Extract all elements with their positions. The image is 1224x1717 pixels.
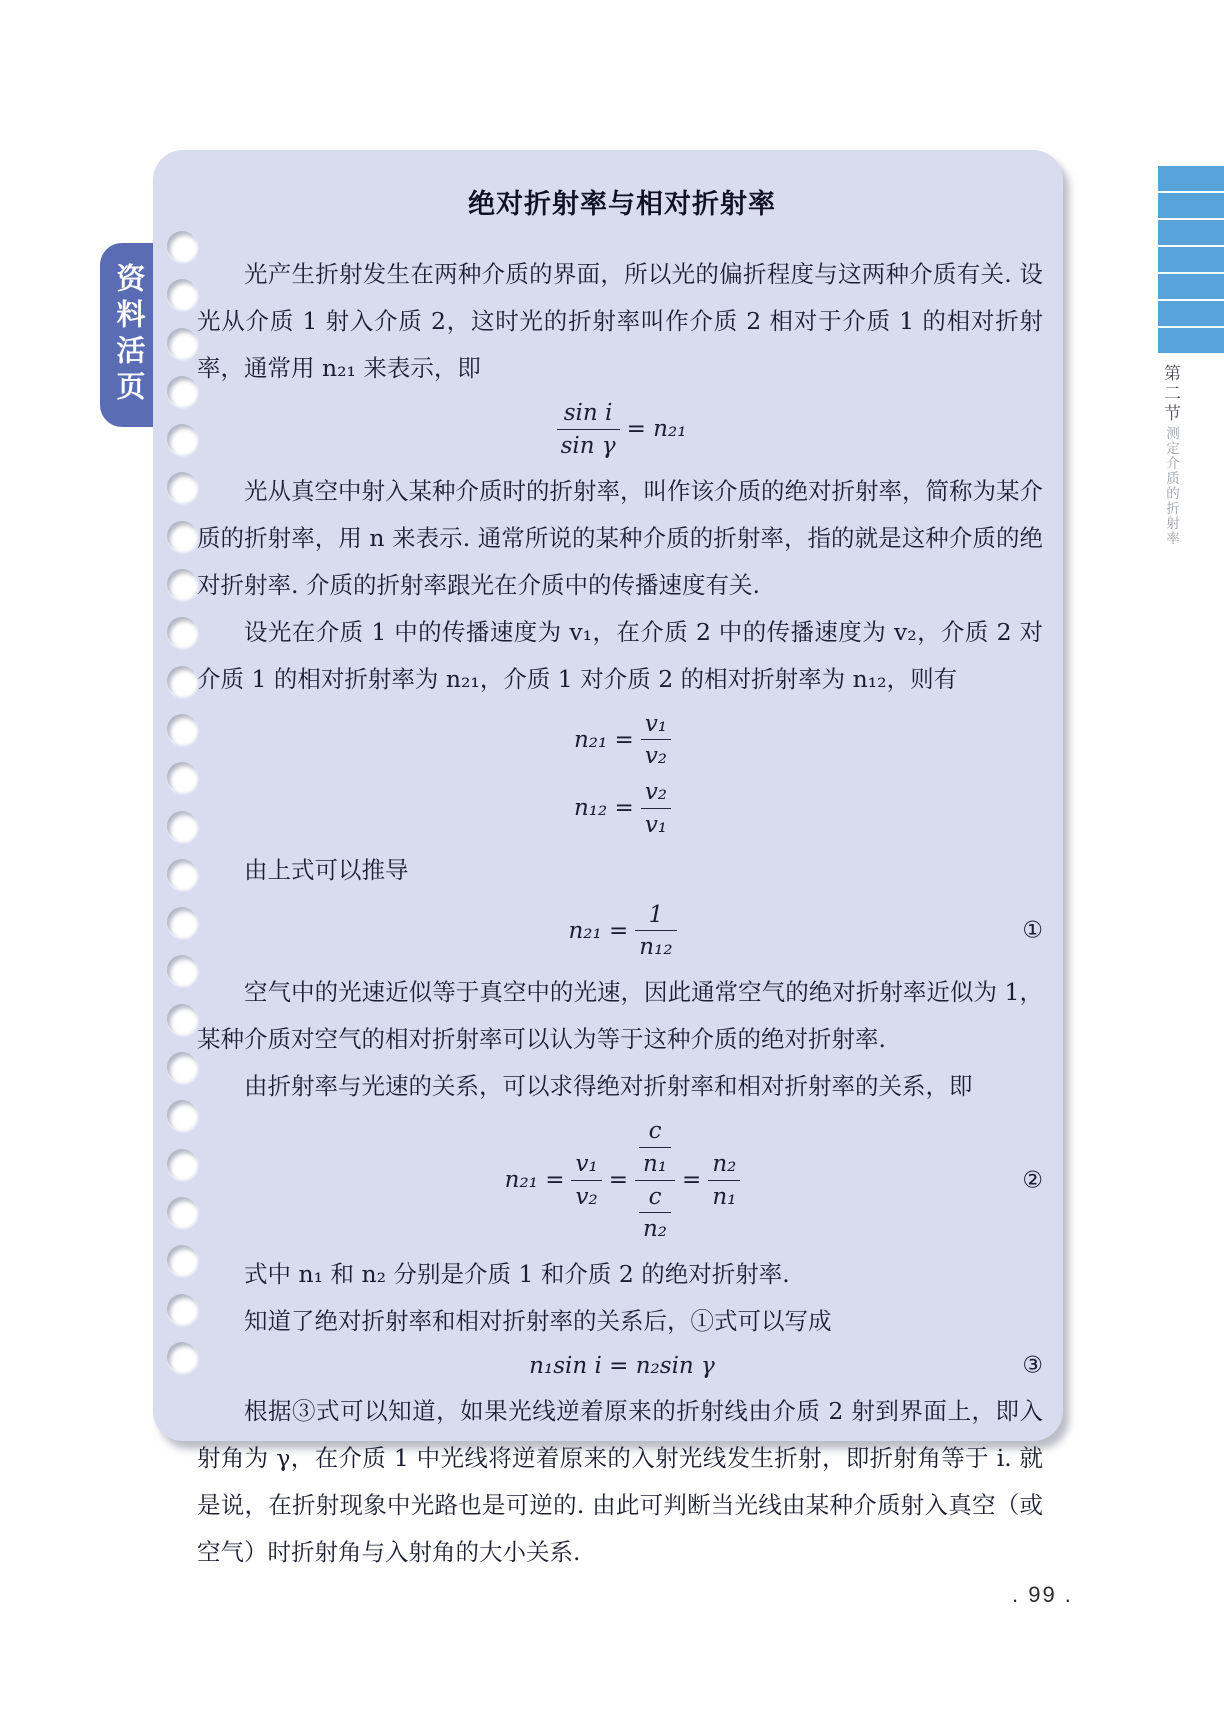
equation-number-3: ③ <box>1022 1353 1043 1379</box>
binder-hole-icon <box>167 472 197 502</box>
formula-n12-speed: n₁₂ = $\frac{\text{v₂}}{\text{v₁}}$ <box>197 778 1047 840</box>
binder-hole-icon <box>167 1004 197 1034</box>
nested-fraction <box>635 1117 675 1244</box>
fraction: $\frac{\text{v₂}}{\text{v₁}}$ <box>641 778 671 840</box>
content-panel <box>153 150 1063 1566</box>
stripe-decoration <box>1158 247 1224 272</box>
stripe-decoration <box>1158 220 1224 245</box>
binder-hole-icon <box>167 1245 197 1275</box>
fraction: $\frac{\text{v₁}}{\text{v₂}}$ <box>641 710 671 772</box>
paragraph-7: 式中 n₁ 和 n₂ 分别是介质 1 和介质 2 的绝对折射率. <box>244 1260 790 1288</box>
paragraph-3: 设光在介质 1 中的传播速度为 v₁，在介质 2 中的传播速度为 v₂，介质 2 对介质 1 的相对折射率为 n₂₁，介质 1 对介质 2 的相对折射率为 n₁₂，则有 <box>197 617 1043 693</box>
equation-number-1: ① <box>1022 917 1043 944</box>
paragraph-1: 光产生折射发生在两种介质的界面，所以光的偏折程度与这两种介质有关. 设光从介质 1 射入介质 2，这时光的折射率叫作介质 2 相对于介质 1 的相对折射率，通常用 n₂₁ 来表示，即 <box>197 260 1043 382</box>
tab-label: 资料活页 <box>112 263 145 407</box>
binder-hole-icon <box>167 376 197 406</box>
binder-holes <box>167 231 197 1372</box>
binder-hole-icon <box>167 1197 197 1227</box>
binder-hole-icon <box>167 859 197 889</box>
equation-number-2: ② <box>1022 1167 1043 1194</box>
formula-2-absolute-relative: n₂₁ = $\frac{\text{v₁}}{\text{v₂}}$ = $\frac{\frac{c}{\text{n₁}}}{\frac{c}{\text{n₂}}}$ = $\frac{\text{n₂}}{\text{n₁}}$ ② <box>504 1118 1043 1243</box>
panel-content <box>197 182 1047 1576</box>
binder-hole-icon <box>167 1100 197 1130</box>
paragraph-8: 知道了绝对折射率和相对折射率的关系后，①式可以写成 <box>244 1307 832 1335</box>
formula-n21-speed: n₂₁ = $\frac{\text{v₁}}{\text{v₂}}$ <box>197 710 1047 772</box>
stripe-decoration <box>1158 328 1224 353</box>
fraction: $\frac{\text{v₁}}{\text{v₂}}$ <box>571 1150 601 1212</box>
binder-hole-icon <box>167 811 197 841</box>
page-title: 绝对折射率与相对折射率 <box>468 189 776 219</box>
binder-hole-icon <box>167 328 197 358</box>
formula-1-reciprocal: n₂₁ = $\frac{1}{\text{n₁₂}}$ ① <box>568 901 1043 961</box>
binder-hole-icon <box>167 907 197 937</box>
binder-hole-icon <box>167 762 197 792</box>
binder-hole-icon <box>167 666 197 696</box>
fraction: $\frac{c}{\text{n₁}}$ <box>639 1117 671 1179</box>
stripe-decoration <box>1158 193 1224 218</box>
binder-hole-icon <box>167 521 197 551</box>
binder-hole-icon <box>167 617 197 647</box>
stripe-decoration <box>1158 274 1224 299</box>
paragraph-4: 由上式可以推导 <box>244 855 409 884</box>
binder-hole-icon <box>167 231 197 261</box>
formula-snell-relative: $\frac{\text{sin i}}{\text{sin γ}}$ = n₂₁ <box>197 399 1047 461</box>
binder-hole-icon <box>167 1342 197 1372</box>
binder-hole-icon <box>167 424 197 454</box>
chapter-stripes <box>1158 166 1224 353</box>
stripe-decoration <box>1158 166 1224 191</box>
fraction: $\frac{\text{sin i}}{\text{sin γ}}$ <box>557 399 620 461</box>
binder-hole-icon <box>167 714 197 744</box>
section-title-label: 测定介质的折射率 <box>1164 426 1179 546</box>
stripe-decoration <box>1158 301 1224 326</box>
page-number: . 99 . <box>1012 1582 1073 1607</box>
paragraph-2: 光从真空中射入某种介质时的折射率，叫作该介质的绝对折射率，简称为某介质的折射率，用 n 来表示. 通常所说的某种介质的折射率，指的就是这种介质的绝对折射率. 介质的折射率跟光在介质中的传播速度有关. <box>197 476 1043 599</box>
paragraph-5: 空气中的光速近似等于真空中的光速，因此通常空气的绝对折射率近似为 1，某种介质对空气的相对折射率可以认为等于这种介质的绝对折射率. <box>197 978 1043 1053</box>
binder-hole-icon <box>167 279 197 309</box>
paragraph-6: 由折射率与光速的关系，可以求得绝对折射率和相对折射率的关系，即 <box>244 1072 973 1100</box>
fraction: $\frac{\text{n₂}}{\text{n₁}}$ <box>708 1150 740 1212</box>
binder-hole-icon <box>167 1294 197 1324</box>
fraction: $\frac{c}{\text{n₂}}$ <box>639 1183 671 1245</box>
formula-3-snell-law: n₁sin i = n₂sin γ ③ <box>529 1353 1043 1379</box>
binder-hole-icon <box>167 1052 197 1082</box>
binder-hole-icon <box>167 1149 197 1179</box>
paragraph-9: 根据③式可以知道，如果光线逆着原来的折射线由介质 2 射到界面上，即入射角为 γ，在介质 1 中光线将逆着原来的入射光线发生折射，即折射角等于 i. 就是说，在折射现象中光路也是可逆的. 由此可判断当光线由某种介质射入真空（或空气）时折射角与入射角的大小关系. <box>197 1396 1043 1566</box>
fraction: $\frac{1}{\text{n₁₂}}$ <box>635 901 676 963</box>
binder-hole-icon <box>167 569 197 599</box>
section-label: 第二节 <box>1161 364 1180 424</box>
binder-hole-icon <box>167 955 197 985</box>
